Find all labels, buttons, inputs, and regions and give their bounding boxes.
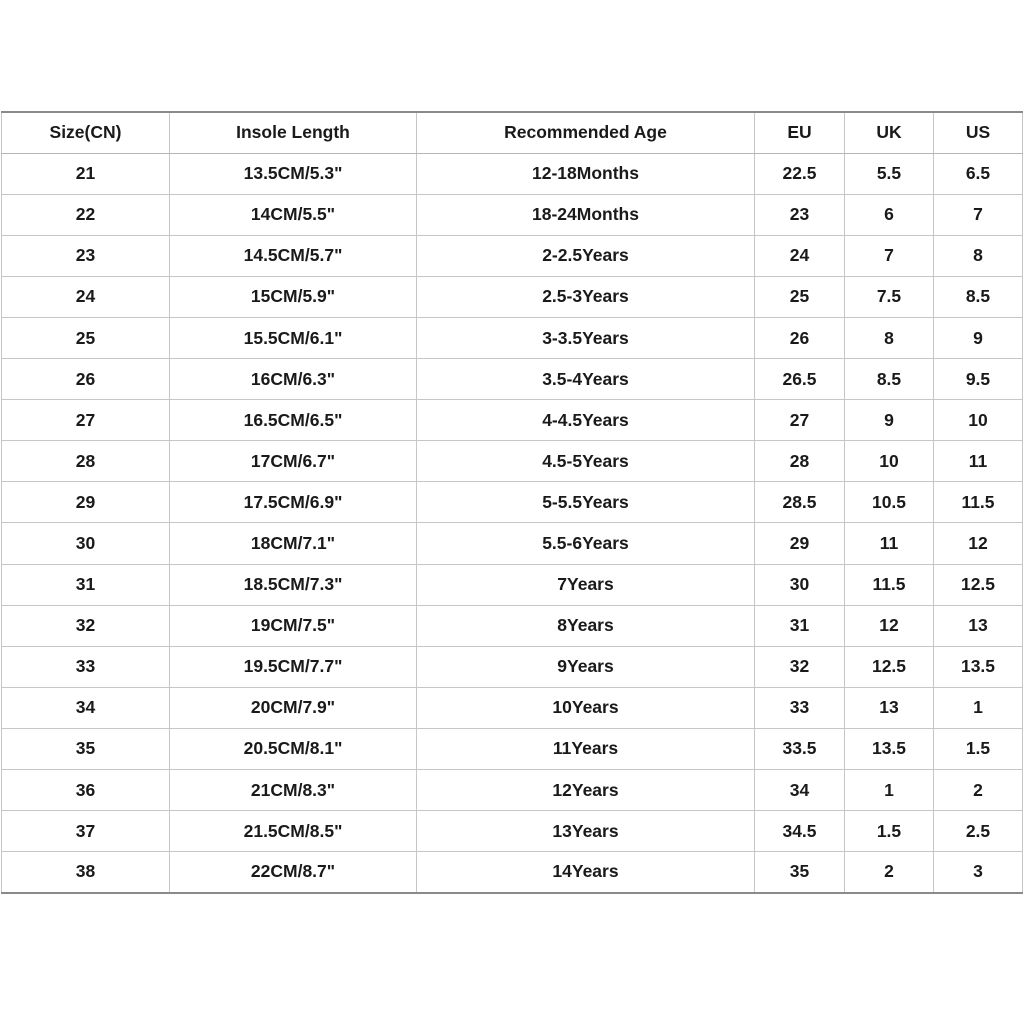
cell-recommended-age: 4.5-5Years: [417, 441, 755, 482]
table-row: [2, 605, 1023, 646]
cell-insole-length: 18.5CM/7.3": [170, 564, 417, 605]
cell-us-size: 8.5: [934, 276, 1023, 317]
cell-recommended-age: 13Years: [417, 811, 755, 852]
column-header-eu-size: EU: [755, 112, 845, 153]
cell-size-cn: 31: [2, 564, 170, 605]
column-header-insole-length: Insole Length: [170, 112, 417, 153]
cell-recommended-age: 11Years: [417, 728, 755, 769]
table-row: [2, 400, 1023, 441]
cell-insole-length: 19.5CM/7.7": [170, 646, 417, 687]
cell-insole-length: 13.5CM/5.3": [170, 153, 417, 194]
table-row: [2, 646, 1023, 687]
cell-eu-size: 33.5: [755, 728, 845, 769]
cell-uk-size: 2: [845, 852, 934, 893]
cell-insole-length: 16.5CM/6.5": [170, 400, 417, 441]
cell-uk-size: 7: [845, 235, 934, 276]
cell-insole-length: 19CM/7.5": [170, 605, 417, 646]
cell-size-cn: 34: [2, 687, 170, 728]
column-header-recommended-age: Recommended Age: [417, 112, 755, 153]
table-row: [2, 811, 1023, 852]
cell-insole-length: 17CM/6.7": [170, 441, 417, 482]
cell-eu-size: 28.5: [755, 482, 845, 523]
table-row: [2, 194, 1023, 235]
table-body: [2, 153, 1023, 893]
column-header-size-cn: Size(CN): [2, 112, 170, 153]
cell-recommended-age: 12-18Months: [417, 153, 755, 194]
cell-us-size: 10: [934, 400, 1023, 441]
cell-us-size: 13.5: [934, 646, 1023, 687]
cell-insole-length: 17.5CM/6.9": [170, 482, 417, 523]
cell-uk-size: 8: [845, 317, 934, 358]
cell-uk-size: 7.5: [845, 276, 934, 317]
cell-size-cn: 35: [2, 728, 170, 769]
cell-insole-length: 14.5CM/5.7": [170, 235, 417, 276]
cell-recommended-age: 3.5-4Years: [417, 359, 755, 400]
cell-eu-size: 22.5: [755, 153, 845, 194]
table-row: [2, 852, 1023, 893]
cell-insole-length: 14CM/5.5": [170, 194, 417, 235]
cell-recommended-age: 9Years: [417, 646, 755, 687]
column-header-uk-size: UK: [845, 112, 934, 153]
table-header: [2, 112, 1023, 153]
cell-uk-size: 1.5: [845, 811, 934, 852]
cell-us-size: 2.5: [934, 811, 1023, 852]
cell-insole-length: 15.5CM/6.1": [170, 317, 417, 358]
cell-eu-size: 26: [755, 317, 845, 358]
cell-recommended-age: 18-24Months: [417, 194, 755, 235]
cell-eu-size: 34: [755, 770, 845, 811]
cell-size-cn: 29: [2, 482, 170, 523]
cell-us-size: 1.5: [934, 728, 1023, 769]
cell-uk-size: 12: [845, 605, 934, 646]
cell-size-cn: 37: [2, 811, 170, 852]
cell-insole-length: 21.5CM/8.5": [170, 811, 417, 852]
cell-us-size: 11: [934, 441, 1023, 482]
cell-uk-size: 5.5: [845, 153, 934, 194]
cell-us-size: 11.5: [934, 482, 1023, 523]
table-row: [2, 441, 1023, 482]
table-row: [2, 687, 1023, 728]
cell-recommended-age: 10Years: [417, 687, 755, 728]
cell-eu-size: 26.5: [755, 359, 845, 400]
cell-size-cn: 28: [2, 441, 170, 482]
cell-uk-size: 8.5: [845, 359, 934, 400]
cell-us-size: 2: [934, 770, 1023, 811]
cell-size-cn: 26: [2, 359, 170, 400]
cell-insole-length: 18CM/7.1": [170, 523, 417, 564]
cell-uk-size: 12.5: [845, 646, 934, 687]
header-row: [2, 112, 1023, 153]
table-row: [2, 153, 1023, 194]
cell-eu-size: 23: [755, 194, 845, 235]
column-header-us-size: US: [934, 112, 1023, 153]
cell-us-size: 1: [934, 687, 1023, 728]
cell-recommended-age: 14Years: [417, 852, 755, 893]
cell-us-size: 13: [934, 605, 1023, 646]
table-row: [2, 276, 1023, 317]
cell-uk-size: 13.5: [845, 728, 934, 769]
cell-eu-size: 30: [755, 564, 845, 605]
cell-eu-size: 33: [755, 687, 845, 728]
cell-recommended-age: 5.5-6Years: [417, 523, 755, 564]
cell-insole-length: 20.5CM/8.1": [170, 728, 417, 769]
cell-size-cn: 27: [2, 400, 170, 441]
cell-eu-size: 28: [755, 441, 845, 482]
table-row: [2, 770, 1023, 811]
table-row: [2, 564, 1023, 605]
cell-size-cn: 33: [2, 646, 170, 687]
cell-size-cn: 22: [2, 194, 170, 235]
cell-us-size: 12.5: [934, 564, 1023, 605]
cell-uk-size: 10.5: [845, 482, 934, 523]
cell-size-cn: 38: [2, 852, 170, 893]
cell-insole-length: 20CM/7.9": [170, 687, 417, 728]
cell-us-size: 12: [934, 523, 1023, 564]
table-row: [2, 523, 1023, 564]
table-row: [2, 728, 1023, 769]
cell-uk-size: 1: [845, 770, 934, 811]
cell-recommended-age: 7Years: [417, 564, 755, 605]
cell-us-size: 6.5: [934, 153, 1023, 194]
cell-recommended-age: 3-3.5Years: [417, 317, 755, 358]
cell-eu-size: 35: [755, 852, 845, 893]
cell-eu-size: 34.5: [755, 811, 845, 852]
cell-insole-length: 22CM/8.7": [170, 852, 417, 893]
cell-recommended-age: 12Years: [417, 770, 755, 811]
cell-recommended-age: 2.5-3Years: [417, 276, 755, 317]
cell-us-size: 7: [934, 194, 1023, 235]
table-row: [2, 359, 1023, 400]
cell-recommended-age: 2-2.5Years: [417, 235, 755, 276]
cell-uk-size: 11.5: [845, 564, 934, 605]
cell-eu-size: 25: [755, 276, 845, 317]
cell-recommended-age: 4-4.5Years: [417, 400, 755, 441]
cell-eu-size: 24: [755, 235, 845, 276]
size-chart-table: [1, 111, 1023, 894]
cell-size-cn: 36: [2, 770, 170, 811]
cell-uk-size: 10: [845, 441, 934, 482]
cell-uk-size: 9: [845, 400, 934, 441]
table-row: [2, 482, 1023, 523]
cell-eu-size: 31: [755, 605, 845, 646]
cell-insole-length: 16CM/6.3": [170, 359, 417, 400]
cell-insole-length: 15CM/5.9": [170, 276, 417, 317]
cell-recommended-age: 8Years: [417, 605, 755, 646]
cell-recommended-age: 5-5.5Years: [417, 482, 755, 523]
table-row: [2, 317, 1023, 358]
cell-eu-size: 29: [755, 523, 845, 564]
cell-size-cn: 21: [2, 153, 170, 194]
cell-size-cn: 23: [2, 235, 170, 276]
cell-uk-size: 11: [845, 523, 934, 564]
cell-size-cn: 30: [2, 523, 170, 564]
cell-eu-size: 32: [755, 646, 845, 687]
cell-insole-length: 21CM/8.3": [170, 770, 417, 811]
cell-size-cn: 24: [2, 276, 170, 317]
cell-uk-size: 13: [845, 687, 934, 728]
cell-eu-size: 27: [755, 400, 845, 441]
cell-size-cn: 25: [2, 317, 170, 358]
cell-uk-size: 6: [845, 194, 934, 235]
cell-us-size: 3: [934, 852, 1023, 893]
cell-size-cn: 32: [2, 605, 170, 646]
cell-us-size: 9.5: [934, 359, 1023, 400]
cell-us-size: 8: [934, 235, 1023, 276]
cell-us-size: 9: [934, 317, 1023, 358]
table-row: [2, 235, 1023, 276]
